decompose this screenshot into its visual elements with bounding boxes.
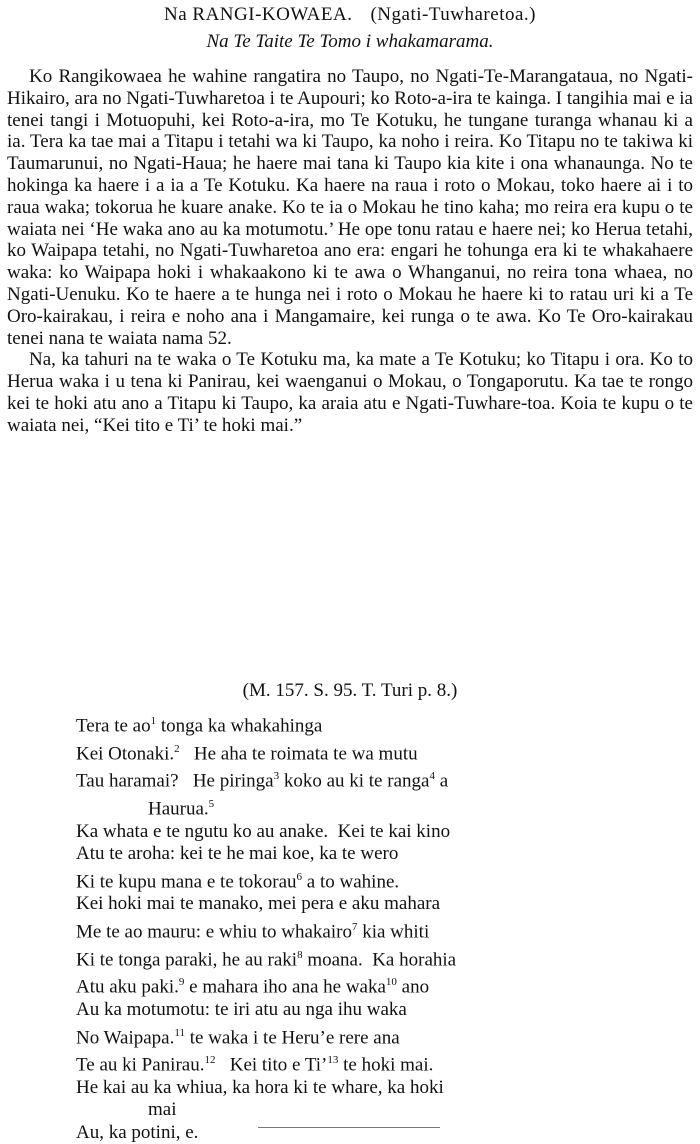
poem-text: He kai au ka whiua, ka hora ki te whare, ka hoki [76, 1076, 444, 1098]
poem-text: Haurua. [148, 798, 209, 820]
poem-line [76, 821, 696, 843]
poem-text: e mahara iho ana he waka [184, 976, 386, 998]
source-reference: (M. 157. S. 95. T. Turi p. 8.) [242, 680, 458, 701]
paragraph: Na, ka tahuri na te waka o Te Kotuku ma, ka mate a Te Kotuku; ko Titapu i ora. Ko to Herua waka i u tena ki Panirau, kei waenganui o Mokau, o Tongaporutu. Ka tae te rongo kei te hoki atu ano a Titapu ki Taupo, ka araia atu e Ngati-Tuwhare-toa. Koia te kupu o te waiata nei, “Kei tito e Ti’ te hoki mai.” [7, 349, 693, 436]
poem-text: kia whiti [357, 921, 430, 943]
end-rule [258, 1127, 440, 1128]
poem-text: Ki te tonga paraki, he au raki [76, 948, 298, 970]
footnote-marker: 2 [174, 742, 180, 755]
poem-line [76, 710, 696, 738]
poem-line [76, 999, 696, 1021]
poem-text: Kei Otonaki. [76, 743, 175, 765]
introduction [7, 66, 693, 437]
poem-line [76, 765, 696, 793]
poem-text: Kei tito e Ti’ [215, 1054, 328, 1076]
poem-text: ano [396, 976, 430, 998]
footnote-marker: 10 [385, 976, 397, 989]
poem-text: Ka whata e te ngutu ko au anake. Kei te kai kino [76, 820, 451, 842]
footnote-marker: 1 [150, 715, 157, 727]
poem-text: Au ka motumotu: te iri atu au nga ihu waka [76, 999, 407, 1021]
poem-text: te hoki mai. [338, 1054, 434, 1076]
footnote-marker: 11 [174, 1026, 185, 1039]
poem-line [76, 971, 696, 999]
poem-text: Kei hoki mai te manako, mei pera e aku mahara [76, 893, 441, 915]
poem-line [76, 1099, 696, 1121]
footnote-marker: 6 [296, 870, 303, 883]
footnote-marker: 9 [178, 976, 185, 989]
song-title: Na RANGI-KOWAEA. [164, 4, 353, 25]
poem-text: tonga ka whakahinga [156, 715, 323, 737]
poem-text: Ki te kupu mana e te tokorau [76, 871, 297, 893]
poem-text: Atu te aroha: kei te he mai koe, ka te wero [76, 843, 399, 865]
poem-line [76, 893, 696, 915]
poem-line [76, 1077, 696, 1099]
poem-text: a [434, 770, 449, 792]
poem-text: Me te ao mauru: e whiu to whakairo [76, 921, 352, 943]
poem-text: mai [148, 1099, 177, 1121]
paragraph: Ko Rangikowaea he wahine rangatira no Taupo, no Ngati-Te-Marangataua, no Ngati-Hikairo, ara no Ngati-Tuwharetoa i te Aupouri; ko Roto-a-ira te kainga. I tangihia mai e ia tenei tangi i Motuopuhi, kei Roto-a-ira, mo Te Kotuku, he tungane turanga whanau ki a ia. Tera ka tae mai a Titapu i tetahi wa ki Taupo, ka noho i reira. Ko Titapu no te takiwa ki Taumarunui, no Ngati-Haua; he haere mai tana ki Taupo kia kite i ona whanaunga. No te hokinga ka haere i a ia a Te Kotuku. Ka haere na raua i roto o Mokau, toko haere ai i to raua waka; tokorua he kuare anake. Ko te ia o Mokau he tino kaha; mo reira era kupu o te waiata nei ‘He waka ano au ka motumotu.’ He ope tonu ratau e haere nei; ko Herua tetahi, ko Waipapa tetahi, no Ngati-Tuwharetoa ano era: engari he tohunga era ki te whakahaere waka: ko Waipapa hoki i whakaakono ki te awa o Whanganui, no reira tona whaea, no Ngati-Uenuku. Ko te haere a te hunga nei i roto o Mokau he haere ki to ratau uri ki a Te Oro-kairakau, i reira e noho ana i Mangamaire, kei runga o te awa. Ko Te Oro-kairakau tenei nana te waiata nama 52. [7, 66, 693, 349]
poem-line [76, 1122, 696, 1144]
poem-line [76, 1022, 696, 1050]
footnote-marker: 3 [273, 770, 280, 783]
poem-line [76, 1049, 696, 1077]
poem-line [76, 793, 696, 821]
song-lyrics [76, 710, 696, 1144]
footnote-marker: 7 [351, 920, 358, 933]
page-title [0, 3, 700, 27]
poem-text: Te au ki Panirau. [76, 1054, 205, 1076]
poem-line [76, 944, 696, 972]
footnote-marker: 12 [204, 1054, 216, 1067]
poem-text: Atu aku paki. [76, 976, 179, 998]
poem-text: Au, ka potini, e. [76, 1121, 199, 1143]
poem-text: No Waipapa. [76, 1026, 175, 1048]
poem-line [76, 866, 696, 894]
footnote-marker: 13 [327, 1054, 339, 1067]
footnote-marker: 4 [429, 770, 435, 783]
poem-text: a to wahine. [302, 871, 400, 893]
poem-text: Tau haramai? He piringa [76, 770, 274, 792]
poem-text: Tera te ao [76, 715, 151, 737]
poem-line [76, 843, 696, 865]
poem-text: He aha te roimata te wa mutu [179, 743, 418, 765]
poem-text: te waka i te Heru’e rere ana [184, 1026, 400, 1048]
poem-line [76, 738, 696, 766]
footnote-marker: 8 [297, 948, 303, 961]
poem-text: koko au ki te ranga [279, 770, 430, 792]
poem-line [76, 916, 696, 944]
page-subtitle: Na Te Taite Te Tomo i whakamarama. [206, 31, 494, 52]
footnote-marker: 5 [208, 798, 215, 811]
tribe-name: (Ngati-Tuwharetoa.) [370, 4, 536, 25]
poem-text: moana. Ka horahia [302, 948, 457, 970]
